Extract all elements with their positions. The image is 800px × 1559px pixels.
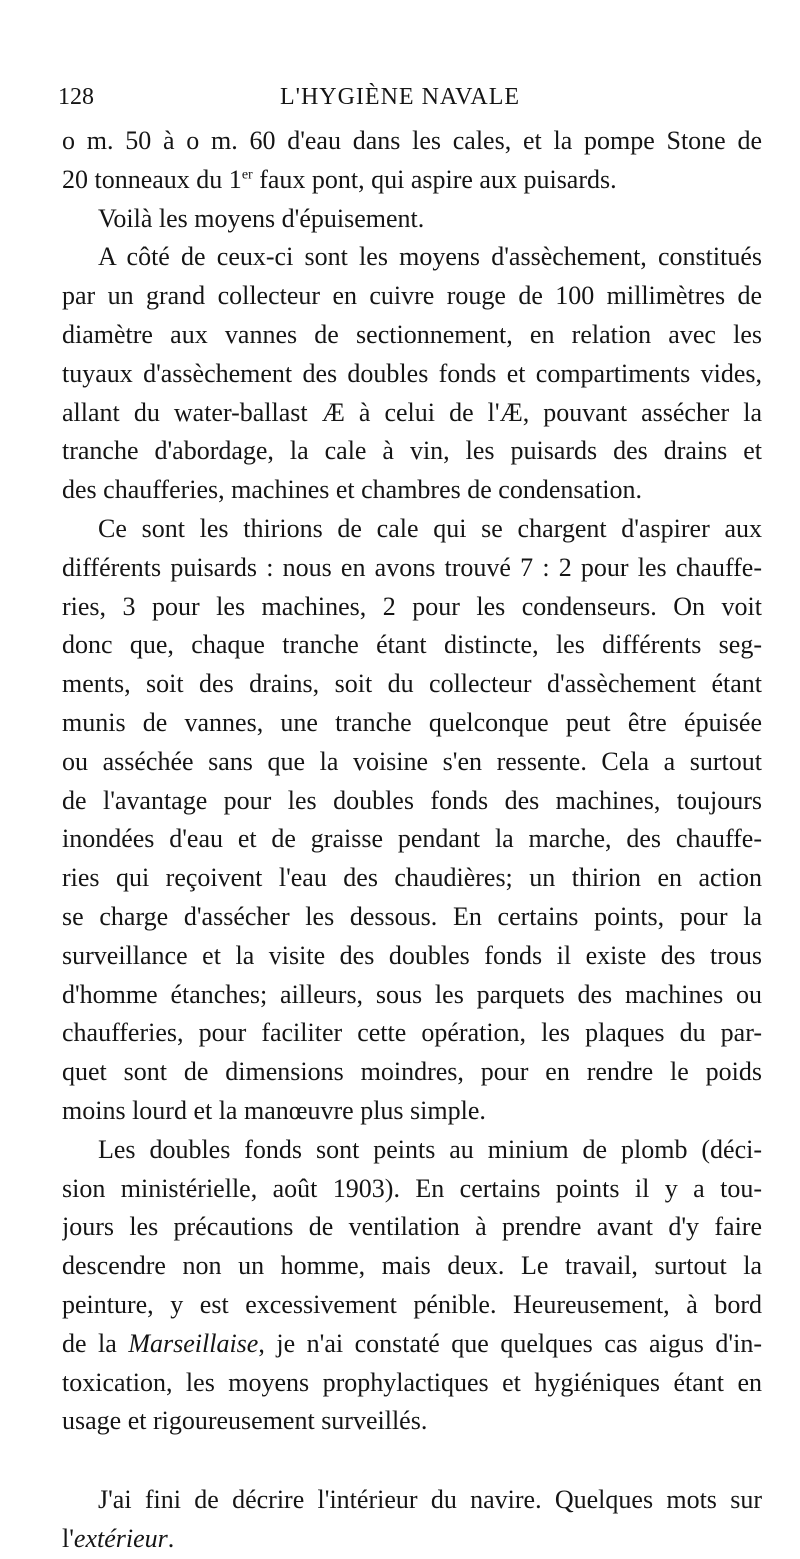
paragraph-4 bbox=[62, 510, 762, 1131]
text-line: des chaufferies, machines et chambres de condensation. bbox=[62, 475, 642, 505]
text-line: quet sont de dimensions moindres, pour en rendre le poids bbox=[62, 1057, 762, 1087]
page-header bbox=[58, 80, 742, 114]
text-line bbox=[62, 1520, 762, 1559]
text-line: diamètre aux vannes de sectionnement, en relation avec les bbox=[62, 319, 762, 349]
text-line: tuyaux d'assèchement des doubles fonds et compartiments vides, bbox=[62, 358, 762, 388]
text-span: l' bbox=[62, 1523, 74, 1553]
paragraph-3 bbox=[62, 238, 762, 510]
text-line: chaufferies, pour faciliter cette opération, les plaques du par- bbox=[62, 1018, 762, 1048]
text-line: moins lourd et la manœuvre plus simple. bbox=[62, 1095, 486, 1125]
paragraph-6 bbox=[62, 1481, 762, 1559]
text-line: descendre non un homme, mais deux. Le travail, surtout la bbox=[62, 1251, 762, 1281]
text-line: ou asséchée sans que la voisine s'en ressente. Cela a surtout bbox=[62, 746, 762, 776]
text-line: surveillance et la visite des doubles fonds il existe des trous bbox=[62, 940, 762, 970]
paragraph-2 bbox=[62, 200, 762, 239]
page-number: 128 bbox=[58, 84, 94, 110]
text-line: peinture, y est excessivement pénible. Heureusement, à bord bbox=[62, 1289, 762, 1319]
text-line bbox=[62, 161, 762, 200]
paragraph-1 bbox=[62, 122, 762, 200]
text-line: d'homme étanches; ailleurs, sous les parquets des machines ou bbox=[62, 979, 762, 1009]
text-line: inondées d'eau et de graisse pendant la marche, des chauffe- bbox=[62, 824, 762, 854]
text-line: ries qui reçoivent l'eau des chaudières; un thirion en action bbox=[62, 863, 762, 893]
text-line: ments, soit des drains, soit du collecteur d'assèchement étant bbox=[62, 669, 762, 699]
paragraph-5 bbox=[62, 1131, 762, 1441]
text-line: Ce sont les thirions de cale qui se chargent d'aspirer aux bbox=[98, 513, 762, 543]
paragraph-gap bbox=[62, 1441, 762, 1481]
text-line: usage et rigoureusement surveillés. bbox=[62, 1406, 428, 1436]
text-line: A côté de ceux-ci sont les moyens d'assèchement, constitués bbox=[98, 242, 762, 272]
text-line: munis de vannes, une tranche quelconque peut être épuisée bbox=[62, 707, 762, 737]
text-line bbox=[62, 1325, 762, 1364]
text-line: Les doubles fonds sont peints au minium de plomb (déci- bbox=[98, 1134, 762, 1164]
ship-name: Marseillaise bbox=[128, 1328, 259, 1358]
superscript: er bbox=[241, 167, 253, 183]
text-line: tranche d'abordage, la cale à vin, les puisards des drains et bbox=[62, 436, 762, 466]
text-span: , je n'ai constaté que quelques cas aigus d'in- bbox=[258, 1328, 762, 1358]
text-span: de la bbox=[62, 1328, 129, 1358]
text-span: faux pont, qui aspire aux puisards. bbox=[252, 164, 617, 194]
text-line: toxication, les moyens prophylactiques et hygiéniques étant en bbox=[62, 1367, 762, 1397]
text-line: différents puisards : nous en avons trouvé 7 : 2 pour les chauffe- bbox=[62, 552, 762, 582]
body-text bbox=[62, 122, 762, 1559]
italic-word: extérieur bbox=[73, 1523, 168, 1553]
text-line: de l'avantage pour les doubles fonds des machines, toujours bbox=[62, 785, 762, 815]
text-line: sion ministérielle, août 1903). En certains points il y a tou- bbox=[62, 1173, 762, 1203]
text-line: donc que, chaque tranche étant distincte, les différents seg- bbox=[62, 630, 762, 660]
text-span: . bbox=[167, 1523, 175, 1553]
text-line: allant du water-ballast Æ à celui de l'Æ, pouvant assécher la bbox=[62, 397, 762, 427]
text-line: se charge d'assécher les dessous. En certains points, pour la bbox=[62, 901, 762, 931]
text-line: jours les précautions de ventilation à prendre avant d'y faire bbox=[62, 1212, 762, 1242]
text-span: 20 tonneaux du 1 bbox=[62, 164, 242, 194]
running-title: L'HYGIÈNE NAVALE bbox=[279, 84, 521, 110]
text-line: J'ai fini de décrire l'intérieur du navire. Quelques mots sur bbox=[98, 1485, 762, 1515]
text-line: ries, 3 pour les machines, 2 pour les condenseurs. On voit bbox=[62, 591, 762, 621]
text-line: Voilà les moyens d'épuisement. bbox=[98, 203, 425, 233]
text-line: o m. 50 à o m. 60 d'eau dans les cales, et la pompe Stone de bbox=[62, 126, 762, 155]
text-line: par un grand collecteur en cuivre rouge de 100 millimètres de bbox=[62, 281, 762, 311]
